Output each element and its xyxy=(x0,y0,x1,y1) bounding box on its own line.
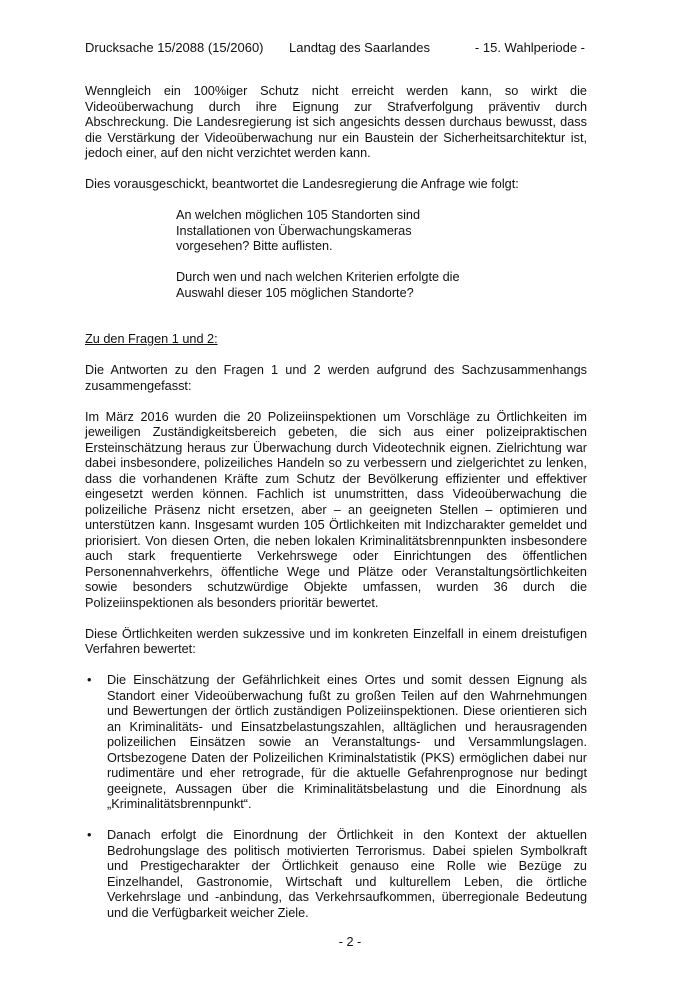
paragraph-march-2016: Im März 2016 wurden die 20 Polizeiinspektionen um Vorschläge zu Örtlichkeiten im jeweiligen Zuständigkeitsbereich gebeten, die sich aus einer polizeipraktischen Ersteinschätzung heraus zur Überwachung durch Videotechnik eignen. Zielrichtung war dabei insbesondere, polizeiliches Handeln so zu verbessern und zielgerichtet zu lenken, dass die vorhandenen Kräfte zum Schutz der Bevölkerung effizienter und effektiver eingesetzt werden können. Fachlich ist unumstritten, dass Videoüberwachung die polizeiliche Präsenz nicht ersetzen, aber – an geeigneten Stellen – optimieren und unterstützen kann. Insgesamt wurden 105 Örtlichkeiten mit Indizcharakter gemeldet und priorisiert. Von diesen Orten, die neben lokalen Kriminalitätsbrennpunkten insbesondere auch stark frequentierte Verkehrswege oder Einrichtungen des öffentlichen Personennahverkehrs, öffentliche Wege und Plätze oder Veranstaltungsörtlichkeiten sowie besonders schutzwürdige Objekte umfassen, wurden 36 durch die Polizeiinspektionen als besonders prioritär bewertet. xyxy=(85,409,587,610)
bullet-icon: • xyxy=(87,673,92,687)
question-1: An welchen möglichen 105 Standorten sind Installationen von Überwachungskameras vorgesehen? Bitte auflisten. xyxy=(176,208,421,253)
list-item-text: Die Einschätzung der Gefährlichkeit eines Ortes und somit dessen Eignung als Standort einer Videoüberwachung fußt zu großen Teilen auf den Wahrnehmungen und Bewertungen der örtlich zuständigen Polizeiinspektionen. Diese orientieren sich an Kriminalitäts- und Einsatzbelastungszahlen, alltäglichen und herausragenden polizeilichen Einsätzen sowie an Veranstaltungs- und Versammlungslagen. Ortsbezogene Daten der Polizeilichen Kriminalstatistik (PKS) ermöglichen dabei nur rudimentäre und eher retrograde, für die aktuelle Gefahrenprognose nur bedingt geeignete, Aussagen über die Kriminalitätsbelastung und die Einordnung als „Kriminalitätsbrennpunkt“. xyxy=(107,673,587,811)
header-doc-number: Drucksache 15/2088 (15/2060) xyxy=(85,40,264,55)
paragraph-preface: Dies vorausgeschickt, beantwortet die Landesregierung die Anfrage wie folgt: xyxy=(85,177,519,191)
question-2: Durch wen und nach welchen Kriterien erfolgte die Auswahl dieser 105 möglichen Standorte? xyxy=(176,270,460,300)
bullet-icon: • xyxy=(87,828,92,842)
paragraph-intro: Wenngleich ein 100%iger Schutz nicht erreicht werden kann, so wirkt die Videoüberwachung durch ihre Eignung zur Strafverfolgung präventiv durch Abschreckung. Die Landesregierung ist sich angesichts dessen durchaus bewusst, dass die Verstärkung der Videoüberwachung nur ein Baustein der Sicherheitsarchitektur ist, jedoch einer, auf den nicht verzichtet werden kann. xyxy=(85,84,587,160)
header-period: - 15. Wahlperiode - xyxy=(474,40,585,55)
page-number: - 2 - xyxy=(338,935,362,949)
page-header xyxy=(85,40,585,58)
list-item xyxy=(85,828,587,921)
paragraph-procedure: Diese Örtlichkeiten werden sukzessive und im konkreten Einzelfall in einem dreistufigen Verfahren bewertet: xyxy=(85,626,587,656)
question-block xyxy=(176,208,486,301)
list-item xyxy=(85,673,587,813)
section-heading: Zu den Fragen 1 und 2: xyxy=(85,332,218,346)
list-item-text: Danach erfolgt die Einordnung der Örtlichkeit in den Kontext der aktuellen Bedrohungslage des politisch motivierten Terrorismus. Dabei spielen Symbolkraft und Prestigecharakter der Örtlichkeit genauso eine Rolle wie Bezüge zu Einzelhandel, Gastronomie, Wirtschaft und kulturellem Leben, die örtliche Verkehrslage und -anbindung, das Verkehrsaufkommen, überregionale Bedeutung und die Verfügbarkeit weicher Ziele. xyxy=(107,828,587,920)
procedure-list xyxy=(85,673,587,921)
paragraph-summary: Die Antworten zu den Fragen 1 und 2 werden aufgrund des Sachzusammenhangs zusammengefasst: xyxy=(85,363,587,393)
document-body xyxy=(85,84,587,937)
header-parliament: Landtag des Saarlandes xyxy=(289,40,430,55)
